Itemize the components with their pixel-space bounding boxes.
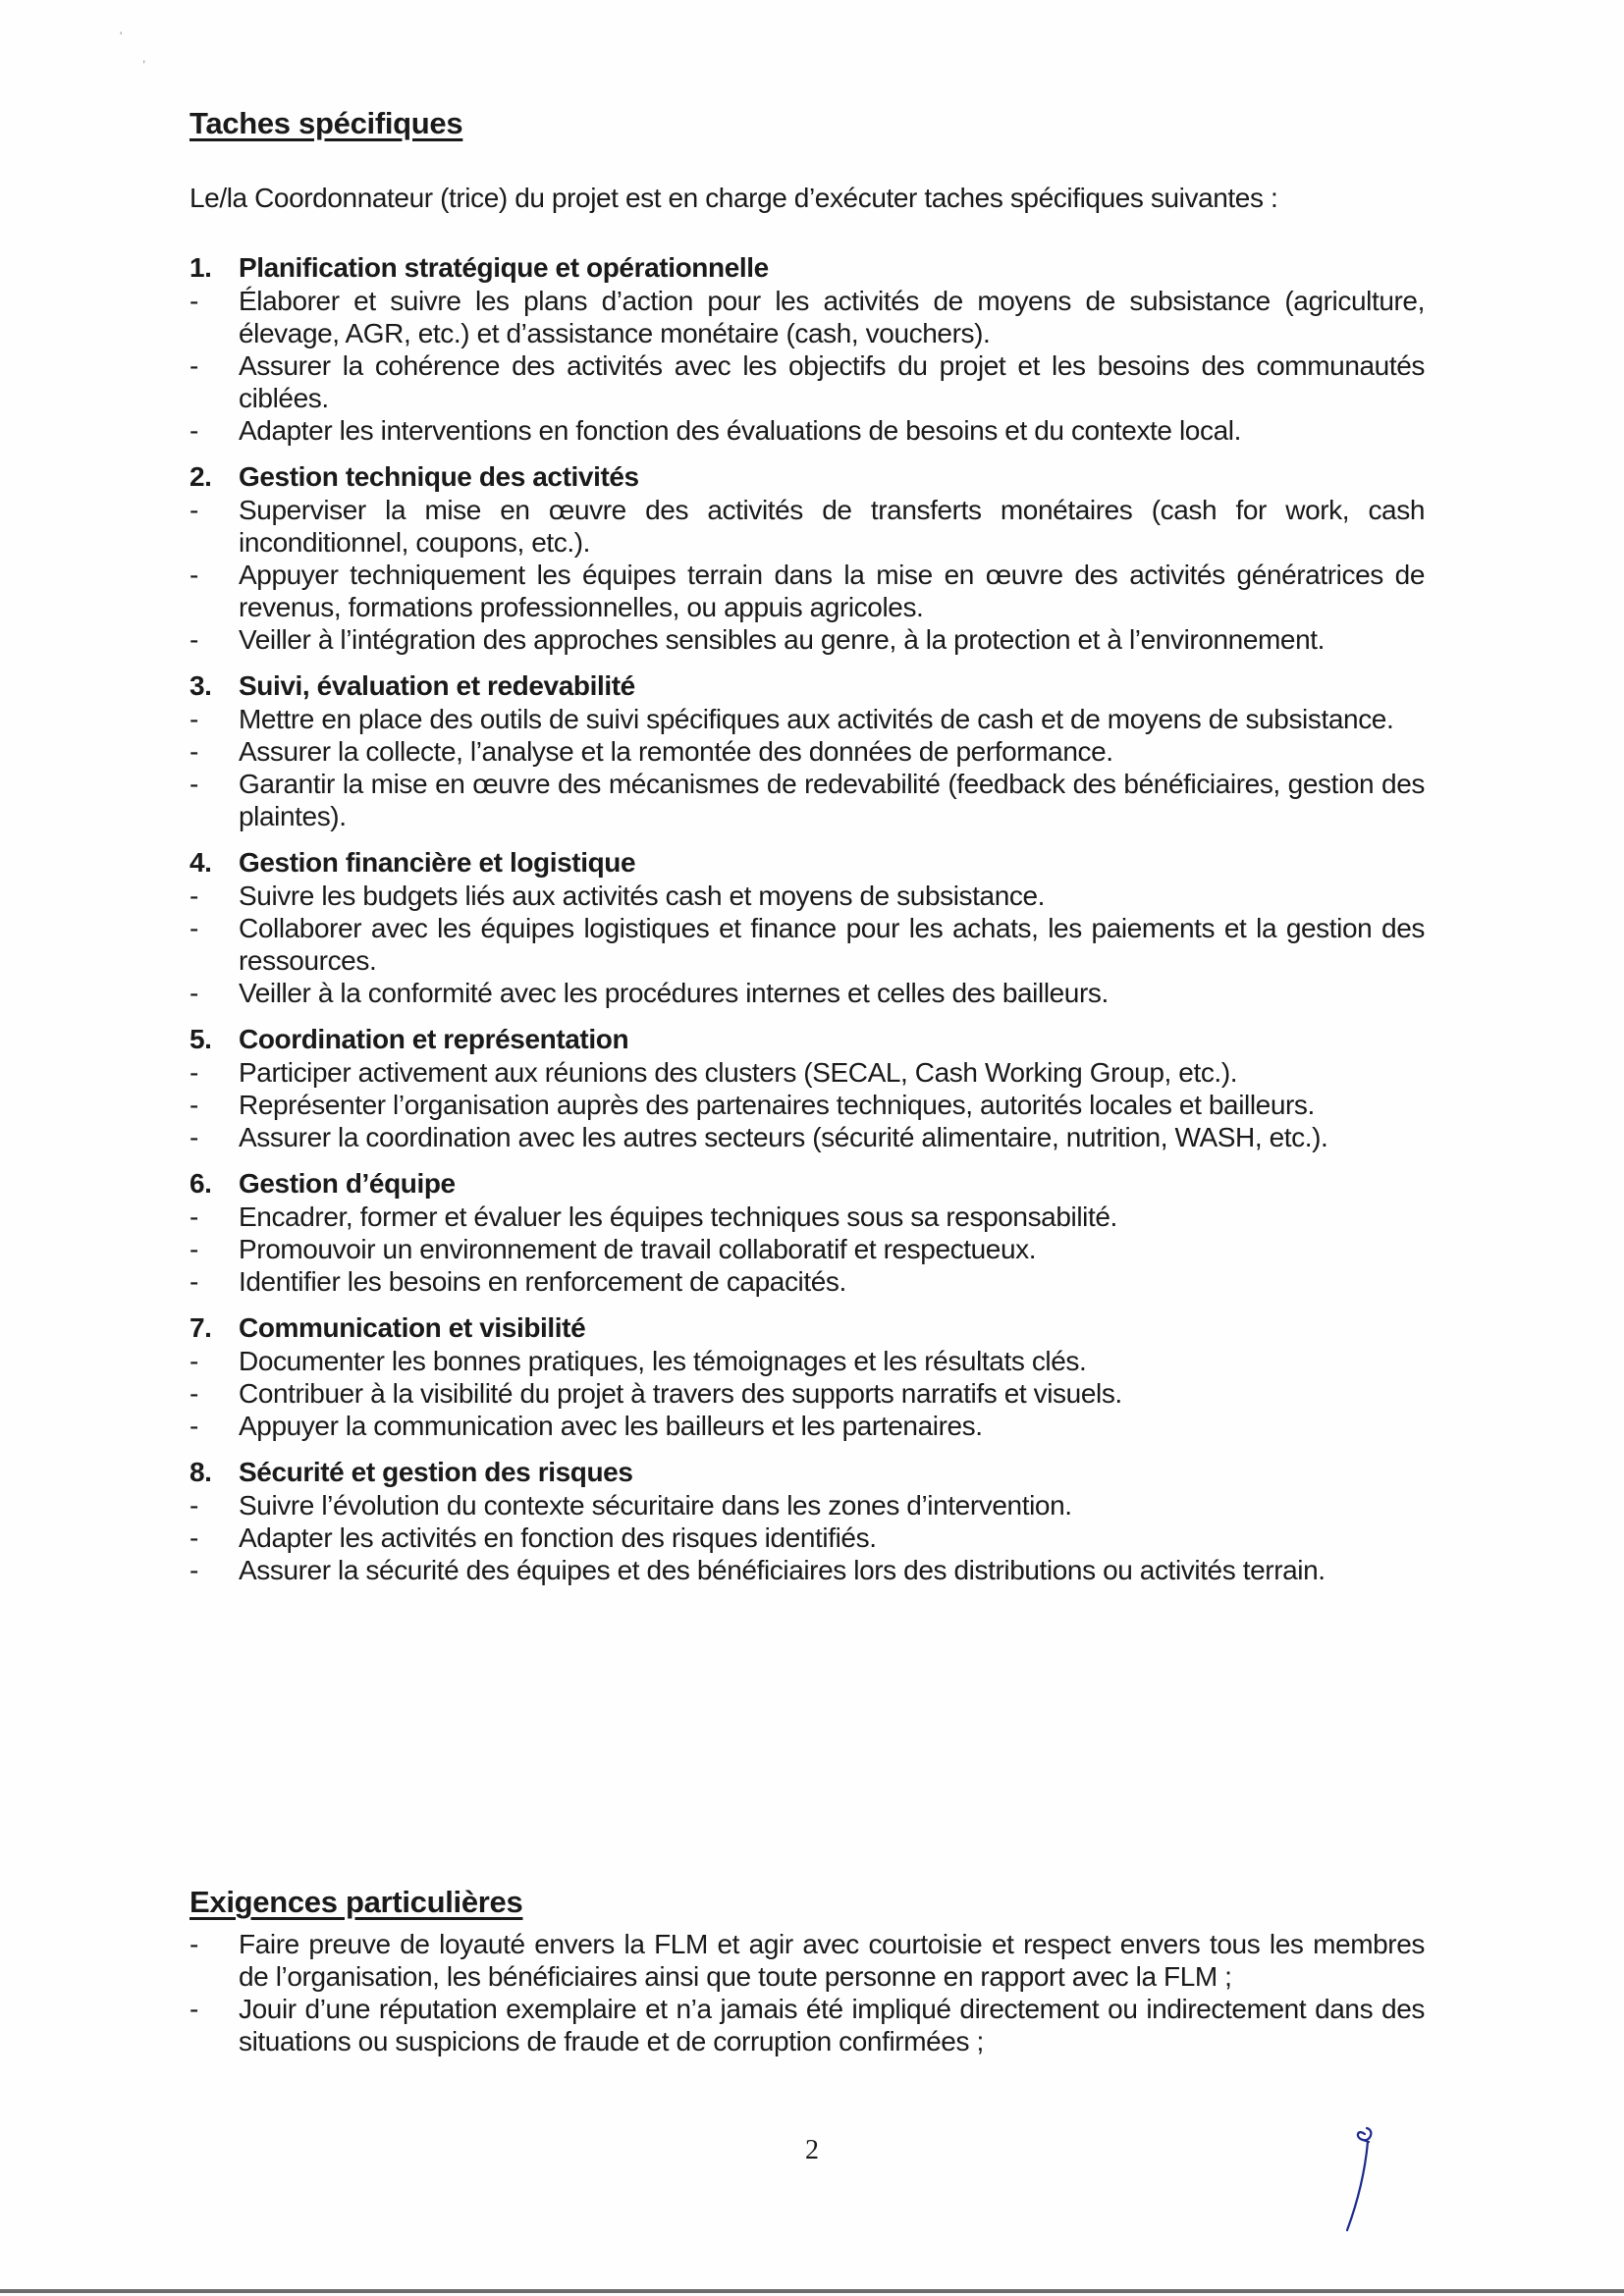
bullet-text: Suivre l’évolution du contexte sécuritaire dans les zones d’intervention. [239, 1490, 1072, 1521]
task-section [189, 460, 1425, 656]
section-title: Gestion technique des activités [239, 461, 639, 492]
bullet-item [189, 414, 1425, 447]
section-number: 8. [189, 1457, 212, 1487]
bullet-item [189, 703, 1425, 735]
bullet-text: Adapter les interventions en fonction des évaluations de besoins et du contexte local. [239, 415, 1241, 446]
dash-bullet-icon: - [189, 913, 198, 943]
dash-bullet-icon: - [189, 1057, 198, 1088]
bullet-item [189, 1201, 1425, 1233]
page-title: Taches spécifiques [189, 106, 463, 140]
section-number: 4. [189, 847, 212, 878]
requirement-text: Faire preuve de loyauté envers la FLM et agir avec courtoisie et respect envers tous les membres de l’organisation, les bénéficiaires ainsi que toute personne en rapport avec la FLM ; [239, 1929, 1425, 1992]
bullet-text: Appuyer techniquement les équipes terrain dans la mise en œuvre des activités génératrices de revenus, formations professionnelles, ou appuis agricoles. [239, 560, 1425, 622]
initials-signature [1335, 2120, 1394, 2238]
bullet-item [189, 912, 1425, 977]
bullet-item [189, 1233, 1425, 1265]
section-heading [189, 1167, 1425, 1201]
bullet-item [189, 1089, 1425, 1121]
dash-bullet-icon: - [189, 1234, 198, 1264]
bullet-text: Encadrer, former et évaluer les équipes techniques sous sa responsabilité. [239, 1201, 1117, 1232]
section-title: Suivi, évaluation et redevabilité [239, 670, 635, 701]
bullet-text: Assurer la collecte, l’analyse et la remontée des données de performance. [239, 736, 1113, 767]
dash-bullet-icon: - [189, 1346, 198, 1376]
section-title: Coordination et représentation [239, 1024, 629, 1054]
section-bullets [189, 494, 1425, 656]
dash-bullet-icon: - [189, 704, 198, 734]
dash-bullet-icon: - [189, 1122, 198, 1152]
task-section [189, 1456, 1425, 1586]
dash-bullet-icon: - [189, 624, 198, 655]
dash-bullet-icon: - [189, 560, 198, 590]
section-heading [189, 1456, 1425, 1489]
bullet-text: Représenter l’organisation auprès des partenaires techniques, autorités locales et bailleurs. [239, 1090, 1315, 1120]
bullet-text: Mettre en place des outils de suivi spécifiques aux activités de cash et de moyens de subsistance. [239, 704, 1394, 734]
dash-bullet-icon: - [189, 1555, 198, 1585]
section-heading [189, 1311, 1425, 1345]
dash-bullet-icon: - [189, 978, 198, 1008]
bullet-item [189, 977, 1425, 1009]
bullet-text: Superviser la mise en œuvre des activités de transferts monétaires (cash for work, cash inconditionnel, coupons, etc.). [239, 495, 1425, 558]
bullet-item [189, 494, 1425, 559]
section-number: 7. [189, 1312, 212, 1343]
bullet-text: Documenter les bonnes pratiques, les témoignages et les résultats clés. [239, 1346, 1087, 1376]
bullet-item [189, 623, 1425, 656]
section-title: Gestion d’équipe [239, 1168, 456, 1199]
bullet-text: Promouvoir un environnement de travail collaboratif et respectueux. [239, 1234, 1037, 1264]
bullet-item [189, 1522, 1425, 1554]
section-number: 6. [189, 1168, 212, 1199]
section-title: Planification stratégique et opérationnelle [239, 252, 769, 283]
dash-bullet-icon: - [189, 1411, 198, 1441]
scan-speck: , [142, 51, 146, 65]
requirements-section [189, 1885, 1425, 2057]
section-heading [189, 251, 1425, 285]
section-number: 3. [189, 670, 212, 701]
dash-bullet-icon: - [189, 1090, 198, 1120]
section-bullets [189, 880, 1425, 1009]
requirement-item [189, 1928, 1425, 1993]
bullet-text: Participer activement aux réunions des clusters (SECAL, Cash Working Group, etc.). [239, 1057, 1238, 1088]
bullet-item [189, 349, 1425, 414]
bullet-text: Suivre les budgets liés aux activités cash et moyens de subsistance. [239, 881, 1046, 911]
bullet-item [189, 1056, 1425, 1089]
bottom-scan-edge [0, 2289, 1624, 2293]
bullet-text: Garantir la mise en œuvre des mécanismes de redevabilité (feedback des bénéficiaires, gestion des plaintes). [239, 769, 1425, 831]
task-sections [189, 251, 1425, 1600]
bullet-item [189, 1265, 1425, 1298]
dash-bullet-icon: - [189, 415, 198, 446]
bullet-text: Assurer la cohérence des activités avec les objectifs du projet et les besoins des communautés ciblées. [239, 350, 1425, 413]
task-section [189, 1311, 1425, 1442]
requirement-text: Jouir d’une réputation exemplaire et n’a jamais été impliqué directement ou indirectement dans des situations ou suspicions de fraude et de corruption confirmées ; [239, 1994, 1425, 2056]
scan-speck: ' [120, 29, 123, 43]
requirements-list [189, 1928, 1425, 2057]
dash-bullet-icon: - [189, 1490, 198, 1521]
bullet-item [189, 1410, 1425, 1442]
dash-bullet-icon: - [189, 1266, 198, 1297]
section-bullets [189, 1345, 1425, 1442]
section-bullets [189, 703, 1425, 832]
section-heading [189, 846, 1425, 880]
task-section [189, 1167, 1425, 1298]
section-number: 2. [189, 461, 212, 492]
page-number: 2 [805, 2135, 819, 2165]
bullet-item [189, 768, 1425, 832]
section-heading [189, 1023, 1425, 1056]
bullet-text: Collaborer avec les équipes logistiques et finance pour les achats, les paiements et la gestion des ressources. [239, 913, 1425, 976]
section-number: 1. [189, 252, 212, 283]
bullet-item [189, 1554, 1425, 1586]
bullet-text: Contribuer à la visibilité du projet à travers des supports narratifs et visuels. [239, 1378, 1122, 1409]
task-section [189, 1023, 1425, 1153]
dash-bullet-icon: - [189, 350, 198, 381]
bullet-item [189, 559, 1425, 623]
task-section [189, 669, 1425, 832]
section-number: 5. [189, 1024, 212, 1054]
section-heading [189, 669, 1425, 703]
dash-bullet-icon: - [189, 736, 198, 767]
section-bullets [189, 1056, 1425, 1153]
section-bullets [189, 285, 1425, 447]
requirement-item [189, 1993, 1425, 2057]
bullet-text: Assurer la sécurité des équipes et des bénéficiaires lors des distributions ou activités terrain. [239, 1555, 1326, 1585]
bullet-text: Veiller à l’intégration des approches sensibles au genre, à la protection et à l’environnement. [239, 624, 1326, 655]
section-title: Sécurité et gestion des risques [239, 1457, 633, 1487]
bullet-text: Assurer la coordination avec les autres secteurs (sécurité alimentaire, nutrition, WASH, etc.). [239, 1122, 1328, 1152]
section-title: Gestion financière et logistique [239, 847, 636, 878]
section-bullets [189, 1489, 1425, 1586]
bullet-item [189, 880, 1425, 912]
dash-bullet-icon: - [189, 1378, 198, 1409]
section-bullets [189, 1201, 1425, 1298]
dash-bullet-icon: - [189, 495, 198, 525]
bullet-item [189, 735, 1425, 768]
task-section [189, 846, 1425, 1009]
bullet-text: Veiller à la conformité avec les procédures internes et celles des bailleurs. [239, 978, 1109, 1008]
task-section [189, 251, 1425, 447]
bullet-item [189, 1377, 1425, 1410]
dash-bullet-icon: - [189, 769, 198, 799]
dash-bullet-icon: - [189, 1522, 198, 1553]
bullet-item [189, 1489, 1425, 1522]
bullet-text: Adapter les activités en fonction des risques identifiés. [239, 1522, 877, 1553]
dash-bullet-icon: - [189, 286, 198, 316]
dash-bullet-icon: - [189, 1201, 198, 1232]
bullet-text: Élaborer et suivre les plans d’action pour les activités de moyens de subsistance (agriculture, élevage, AGR, etc.) et d’assistance monétaire (cash, vouchers). [239, 286, 1425, 348]
bullet-text: Identifier les besoins en renforcement de capacités. [239, 1266, 846, 1297]
bullet-item [189, 285, 1425, 349]
bullet-text: Appuyer la communication avec les bailleurs et les partenaires. [239, 1411, 983, 1441]
dash-bullet-icon: - [189, 1929, 198, 1959]
bullet-item [189, 1345, 1425, 1377]
bullet-item [189, 1121, 1425, 1153]
requirements-title: Exigences particulières [189, 1885, 523, 1919]
dash-bullet-icon: - [189, 1994, 198, 2024]
section-title: Communication et visibilité [239, 1312, 586, 1343]
intro-paragraph: Le/la Coordonnateur (trice) du projet est en charge d’exécuter taches spécifiques suivantes : [189, 183, 1278, 213]
dash-bullet-icon: - [189, 881, 198, 911]
section-heading [189, 460, 1425, 494]
